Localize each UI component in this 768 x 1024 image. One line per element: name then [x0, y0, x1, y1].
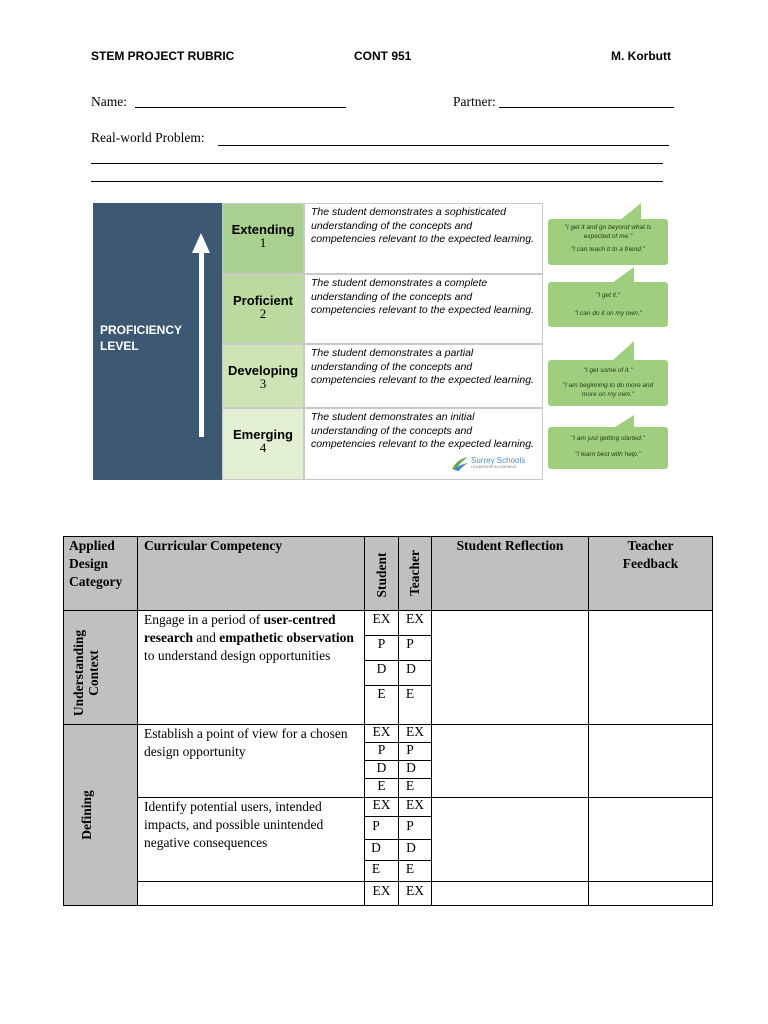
name-label: Name:	[91, 94, 127, 109]
partner-field[interactable]	[499, 107, 674, 108]
teacher-name: M. Korbutt	[611, 49, 671, 63]
category-understanding-context	[63, 610, 138, 725]
mark-label: E	[405, 686, 415, 701]
header-student: Student	[374, 552, 389, 598]
student-mark-ex[interactable]	[364, 724, 399, 743]
competency-cell	[137, 724, 365, 798]
bubble-tail	[612, 341, 634, 361]
mark-label: P	[406, 818, 414, 833]
level-extending	[222, 203, 304, 274]
logo-tagline: LEADERSHIP IN LEARNING	[471, 465, 517, 469]
competency-emphasis: user-centred research	[144, 612, 336, 645]
teacher-feedback-cell[interactable]	[588, 881, 713, 906]
problem-label: Real-world Problem:	[91, 130, 205, 145]
competency-cell	[137, 797, 365, 882]
teacher-mark-p[interactable]	[398, 635, 432, 661]
up-arrow-icon	[192, 233, 210, 253]
mark-label: E	[405, 861, 415, 876]
level-number: 2	[259, 306, 267, 321]
level-description-emerging: The student demonstrates an initial understanding of the concepts and competencies relevant to the expected learning.	[304, 408, 543, 480]
level-number: 3	[259, 376, 267, 391]
proficiency-level-label: PROFICIENCY LEVEL	[100, 323, 182, 353]
proficiency-scale-graphic	[93, 203, 677, 480]
student-mark-ex[interactable]	[364, 881, 399, 906]
header-category: Applied Design Category	[69, 538, 123, 589]
student-reflection-cell[interactable]	[431, 881, 589, 906]
level-description-developing: The student demonstrates a partial understanding of the concepts and competencies relevant to the expected learning.	[304, 344, 543, 408]
level-name: Emerging	[233, 427, 293, 442]
header-teacher-cell	[398, 536, 432, 611]
surrey-schools-logo	[451, 453, 531, 473]
teacher-mark-ex[interactable]	[398, 724, 432, 743]
teacher-mark-ex[interactable]	[398, 881, 432, 906]
header-student-cell	[364, 536, 399, 611]
logo-name: Surrey Schools	[471, 456, 526, 465]
level-number: 1	[259, 235, 267, 250]
mark-label: EX	[372, 797, 391, 812]
competency-text-part: and	[192, 630, 220, 645]
level-description-extending: The student demonstrates a sophisticated understanding of the concepts and competencies relevant to the expected learning.	[304, 203, 543, 274]
header-feedback-cell	[588, 536, 713, 611]
mark-label: EX	[406, 611, 424, 626]
level-developing	[222, 344, 304, 408]
category-defining	[63, 724, 138, 906]
competency-text	[138, 611, 364, 665]
bubble-quote: "I can teach it to a friend."	[571, 246, 645, 253]
mark-label: EX	[406, 797, 424, 812]
student-mark-d[interactable]	[364, 839, 399, 861]
header-competency: Curricular Competency	[144, 538, 283, 553]
level-emerging	[222, 408, 304, 480]
student-mark-e[interactable]	[364, 685, 399, 725]
student-reflection-cell[interactable]	[431, 797, 589, 882]
mark-label: P	[406, 742, 414, 757]
teacher-mark-e[interactable]	[398, 778, 432, 798]
header-feedback: Teacher Feedback	[622, 538, 679, 571]
mark-label: D	[406, 760, 416, 775]
student-mark-d[interactable]	[364, 660, 399, 686]
bubble-quote: "I get some of it."	[583, 367, 633, 374]
bubble-quote: "I am just getting started."	[571, 435, 645, 442]
competency-text-part: to understand design opportunities	[144, 648, 331, 663]
teacher-feedback-cell[interactable]	[588, 797, 713, 882]
mark-label: D	[406, 661, 416, 676]
mark-label: E	[377, 686, 386, 701]
mark-label: EX	[372, 611, 391, 626]
teacher-mark-d[interactable]	[398, 760, 432, 779]
competency-emphasis: empathetic observation	[219, 630, 354, 645]
mark-label: P	[377, 742, 386, 757]
teacher-mark-e[interactable]	[398, 860, 432, 882]
header-reflection: Student Reflection	[456, 538, 564, 553]
mark-label: D	[376, 661, 387, 676]
mark-label: P	[377, 636, 386, 651]
category-label: Understanding Context	[71, 629, 101, 717]
header-reflection-cell	[431, 536, 589, 611]
bubble-quote: "I am beginning to do more and more on my own."	[562, 382, 654, 398]
level-number: 4	[259, 440, 267, 455]
teacher-mark-e[interactable]	[398, 685, 432, 725]
competency-text-part: Engage in a period of	[144, 612, 264, 627]
teacher-mark-ex[interactable]	[398, 797, 432, 817]
bubble-quote: "I get it."	[595, 292, 621, 299]
bubble-quote: "I can do it on my own."	[574, 310, 642, 317]
proficiency-level-panel	[93, 203, 222, 480]
teacher-feedback-cell[interactable]	[588, 610, 713, 725]
doc-title: STEM PROJECT RUBRIC	[91, 49, 235, 63]
header-teacher: Teacher	[407, 550, 422, 596]
mark-label: E	[377, 778, 386, 793]
student-mark-p[interactable]	[364, 816, 399, 840]
student-mark-p[interactable]	[364, 742, 399, 761]
mark-label: P	[372, 818, 380, 833]
bubble-quote: "I learn best with help."	[574, 451, 642, 458]
category-label: Defining	[79, 790, 94, 840]
mark-label: E	[405, 778, 415, 793]
level-name: Developing	[227, 363, 299, 378]
student-mark-ex[interactable]	[364, 797, 399, 817]
mark-label: EX	[406, 883, 424, 898]
teacher-mark-p[interactable]	[398, 816, 432, 840]
bubble-extending	[548, 219, 668, 265]
mark-label: EX	[372, 883, 391, 898]
bubble-emerging	[548, 427, 668, 469]
level-proficient	[222, 274, 304, 344]
logo-swoosh-icon	[451, 455, 469, 471]
course-code: CONT 951	[354, 49, 412, 63]
mark-label: P	[406, 636, 414, 651]
header-category-cell	[63, 536, 138, 611]
bubble-developing	[548, 360, 668, 406]
bubble-proficient	[548, 282, 668, 327]
bubble-quote: "I get it and go beyond what is expected of me."	[564, 224, 652, 240]
student-reflection-cell[interactable]	[431, 610, 589, 725]
student-mark-ex[interactable]	[364, 610, 399, 636]
level-description-proficient: The student demonstrates a complete understanding of the concepts and competencies relevant to the expected learning.	[304, 274, 543, 344]
teacher-mark-d[interactable]	[398, 839, 432, 861]
teacher-mark-ex[interactable]	[398, 610, 432, 636]
competency-text: Identify potential users, intended impacts, and possible unintended negative consequences	[144, 799, 324, 850]
competency-cell	[137, 610, 365, 725]
competency-text: Establish a point of view for a chosen design opportunity	[144, 726, 348, 759]
name-field[interactable]	[135, 107, 346, 108]
level-name: Proficient	[233, 293, 293, 308]
competency-cell	[137, 881, 365, 906]
partner-label: Partner:	[453, 94, 496, 109]
mark-label: EX	[406, 724, 424, 739]
level-name: Extending	[231, 222, 295, 237]
problem-field-line-3[interactable]	[91, 181, 663, 182]
problem-field-line-2[interactable]	[91, 163, 663, 164]
mark-label: D	[406, 840, 416, 855]
mark-label: D	[376, 760, 387, 775]
teacher-mark-d[interactable]	[398, 660, 432, 686]
mark-label: E	[371, 861, 381, 876]
teacher-mark-p[interactable]	[398, 742, 432, 761]
mark-label: D	[371, 840, 381, 855]
mark-label: EX	[372, 724, 391, 739]
student-mark-p[interactable]	[364, 635, 399, 661]
teacher-feedback-cell[interactable]	[588, 724, 713, 798]
student-mark-e[interactable]	[364, 860, 399, 882]
bubble-tail	[612, 267, 634, 283]
student-mark-e[interactable]	[364, 778, 399, 798]
student-mark-d[interactable]	[364, 760, 399, 779]
student-reflection-cell[interactable]	[431, 724, 589, 798]
problem-field-line-1[interactable]	[218, 145, 669, 146]
header-competency-cell	[137, 536, 365, 611]
